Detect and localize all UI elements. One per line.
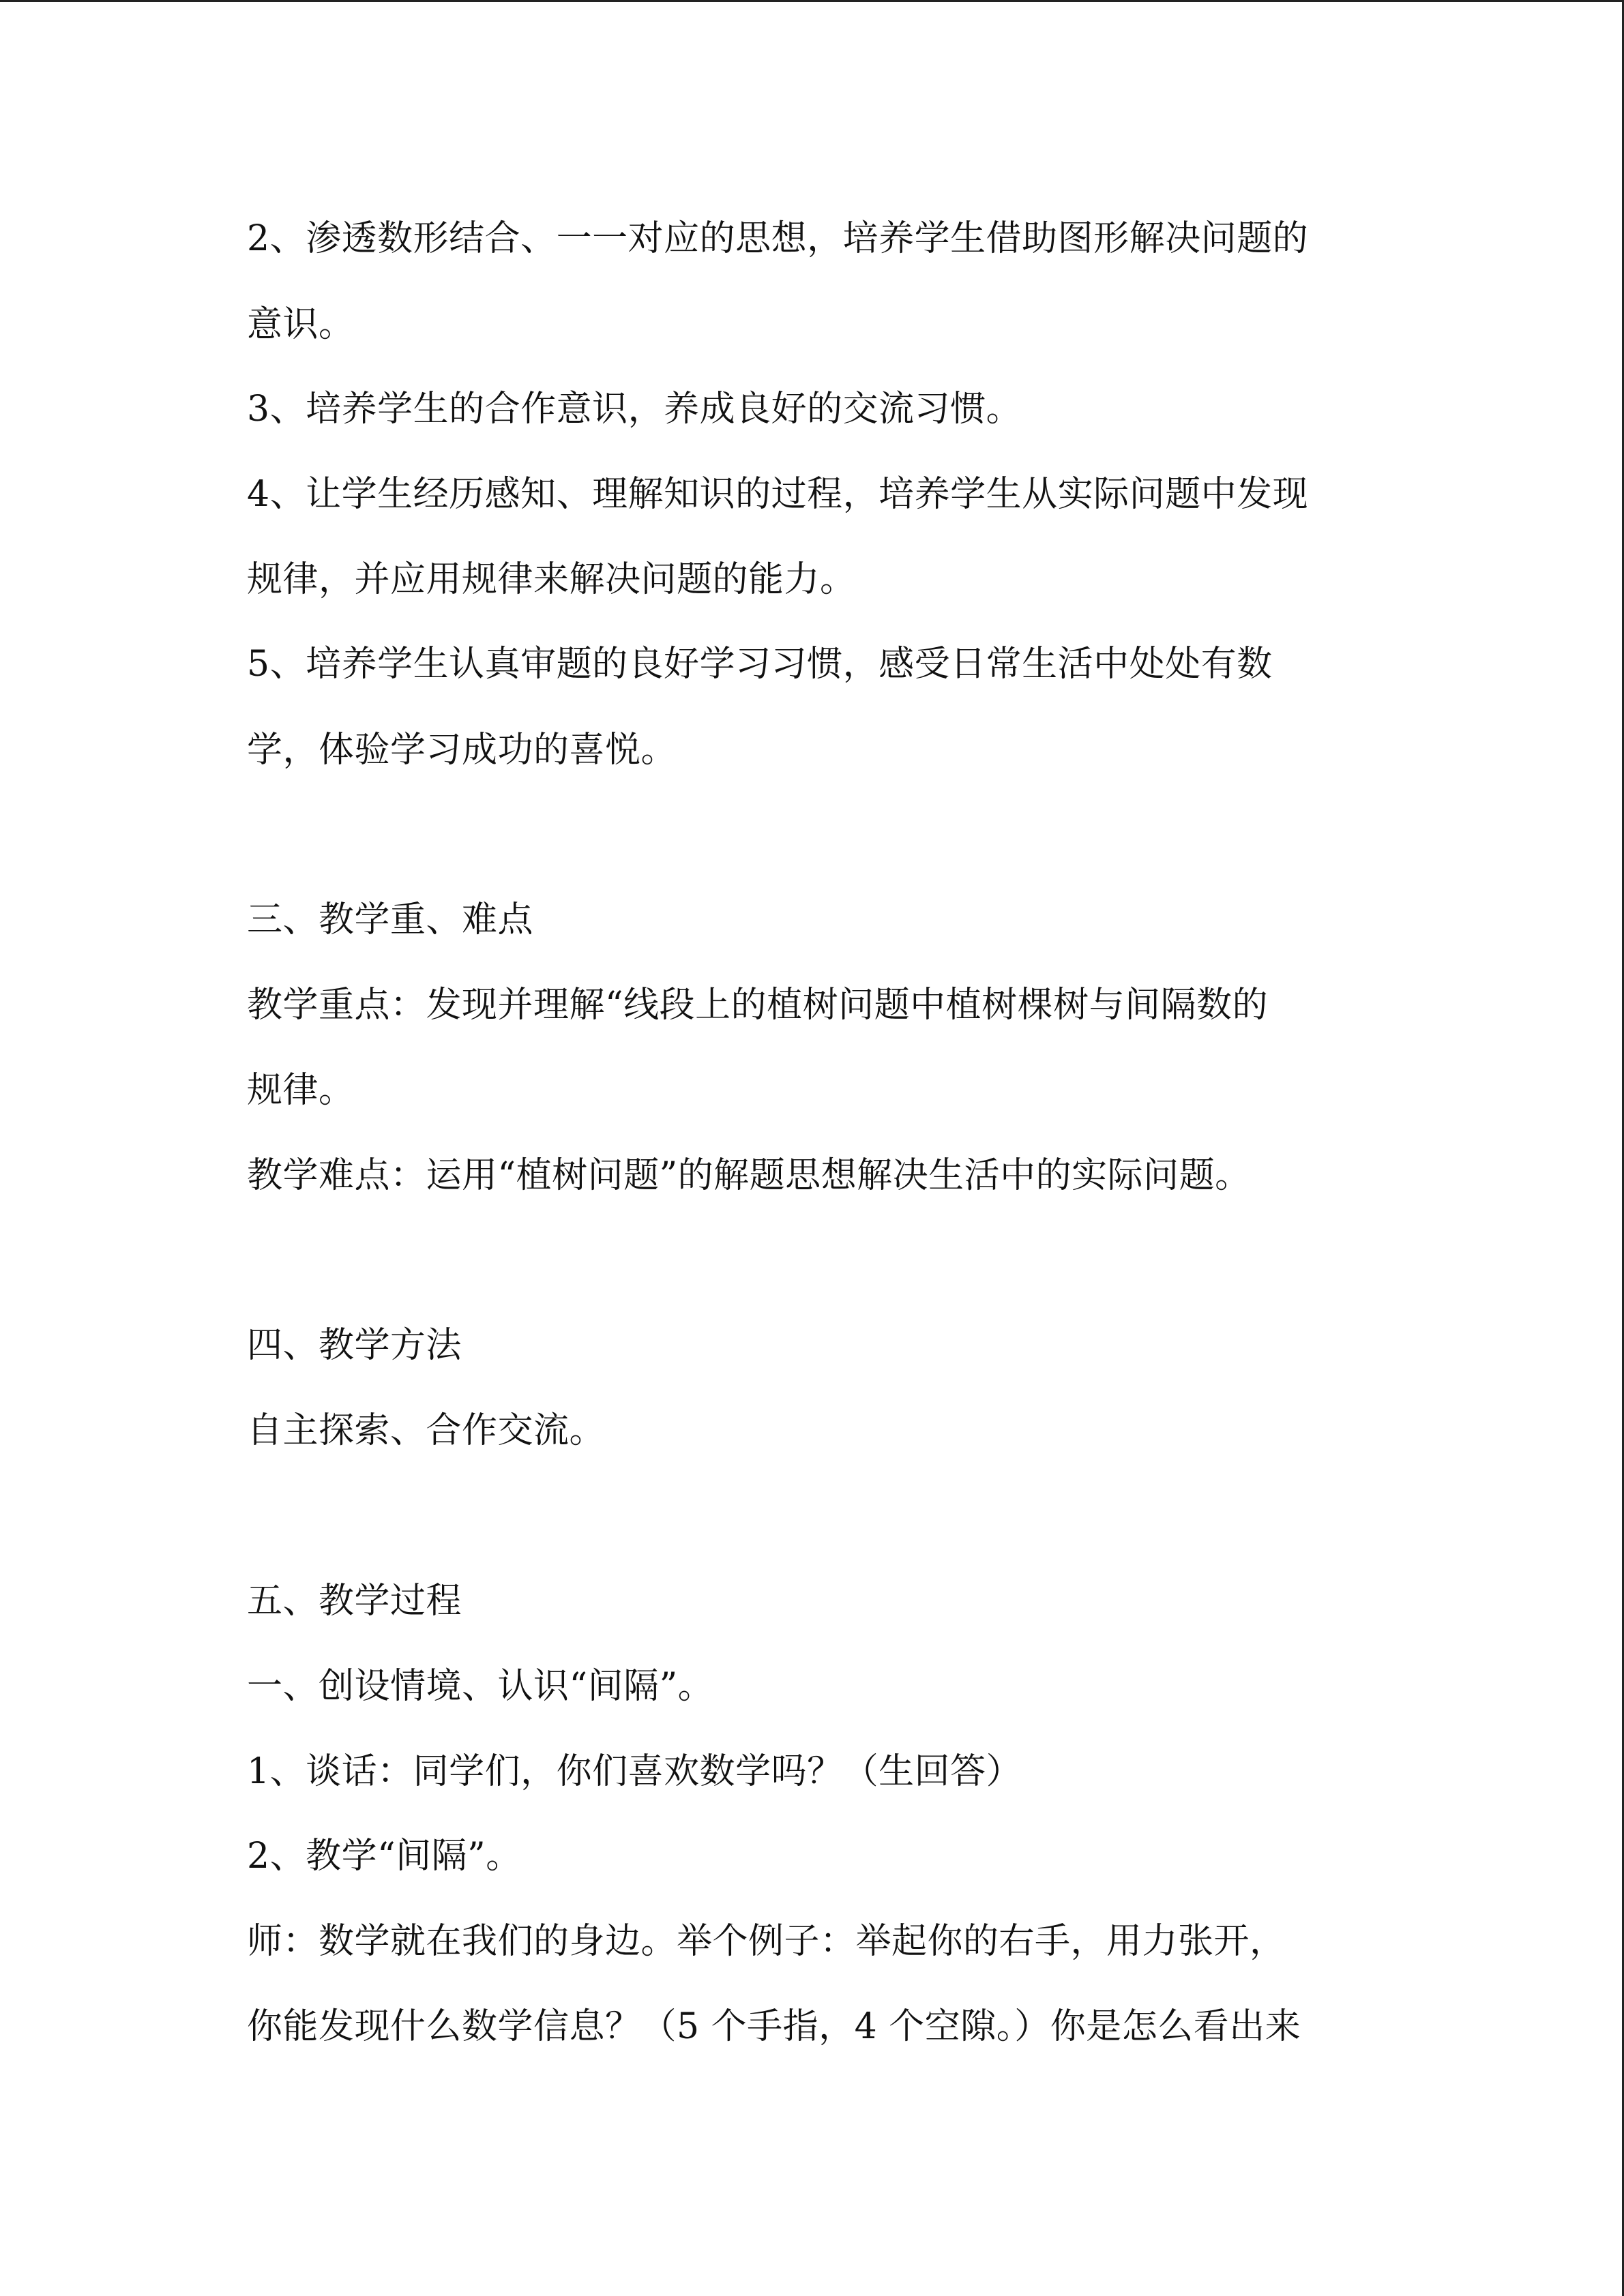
teacher-speech-line-2: 你能发现什么数学信息？（5 个手指，4 个空隙。）你是怎么看出来 — [247, 2006, 1301, 2047]
key-point-line-2: 规律。 — [247, 1070, 355, 1111]
objective-4-line-1: 4、让学生经历感知、理解知识的过程，培养学生从实际问题中发现 — [247, 474, 1309, 515]
objective-2-line-2: 意识。 — [247, 304, 355, 345]
section-4-heading: 四、教学方法 — [247, 1325, 462, 1366]
step-1-item-1: 1、谈话：同学们，你们喜欢数学吗？（生回答） — [247, 1751, 1022, 1792]
step-1-heading: 一、创设情境、认识“间隔”。 — [247, 1666, 714, 1707]
teaching-method: 自主探索、合作交流。 — [247, 1410, 606, 1451]
key-point-line-1: 教学重点：发现并理解“线段上的植树问题中植树棵树与间隔数的 — [247, 985, 1269, 1026]
step-1-item-2: 2、教学“间隔”。 — [247, 1836, 522, 1877]
difficult-point: 教学难点：运用“植树问题”的解题思想解决生活中的实际问题。 — [247, 1155, 1251, 1196]
section-5-heading: 五、教学过程 — [247, 1581, 462, 1622]
objective-4-line-2: 规律，并应用规律来解决问题的能力。 — [247, 559, 856, 600]
section-3-heading: 三、教学重、难点 — [247, 899, 534, 940]
teacher-speech-line-1: 师：数学就在我们的身边。举个例子：举起你的右手，用力张开， — [247, 1921, 1286, 1962]
objective-3: 3、培养学生的合作意识，养成良好的交流习惯。 — [247, 389, 1022, 430]
objective-2-line-1: 2、渗透数形结合、一一对应的思想，培养学生借助图形解决问题的 — [247, 218, 1309, 259]
objective-5-line-2: 学，体验学习成功的喜悦。 — [247, 730, 677, 771]
objective-5-line-1: 5、培养学生认真审题的良好学习习惯，感受日常生活中处处有数 — [247, 644, 1273, 685]
